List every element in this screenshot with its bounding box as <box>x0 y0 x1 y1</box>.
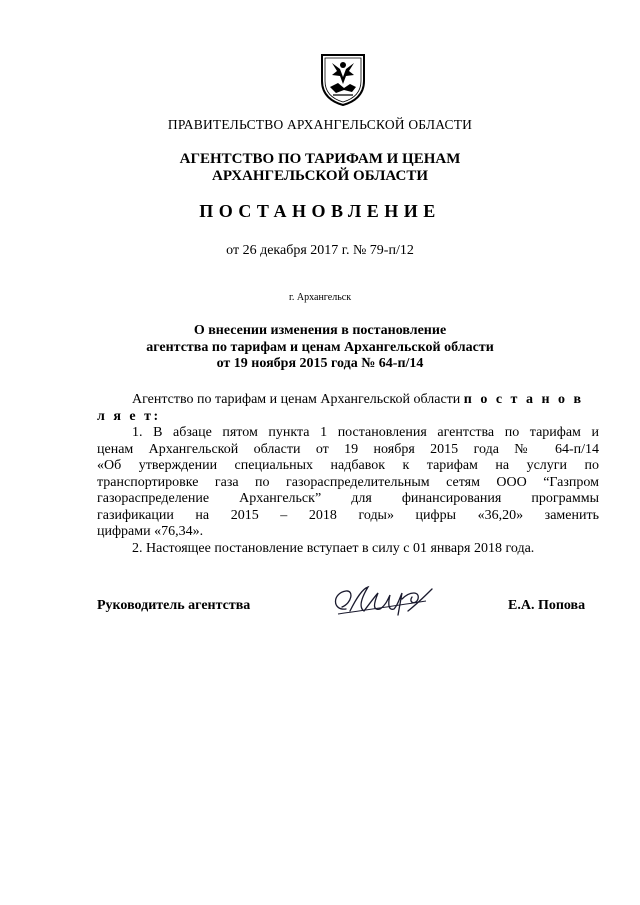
paragraph-1-line: «Об утверждении специальных надбавок к тарифам на услуги по <box>97 458 599 473</box>
agency-name-line1: АГЕНТСТВО ПО ТАРИФАМ И ЦЕНАМ <box>179 151 461 167</box>
document-date-number: от 26 декабря 2017 г. № 79-п/12 <box>226 243 414 258</box>
intro-verb: п о с т а н о в л я е т: <box>97 392 584 424</box>
handwritten-signature <box>328 581 438 623</box>
agency-name <box>0 151 640 185</box>
paragraph-1-line: газораспределение Архангельск” для финансирования программы <box>97 491 599 506</box>
document-subject <box>0 323 640 373</box>
subject-line2: агентства по тарифам и ценам Архангельской области <box>146 339 494 355</box>
signatory-position: Руководитель агентства <box>97 598 251 613</box>
subject-line3: от 19 ноября 2015 года № 64-п/14 <box>216 356 424 371</box>
paragraph-2: 2. Настоящее постановление вступает в силу с 01 января 2018 года. <box>132 540 535 556</box>
government-name: ПРАВИТЕЛЬСТВО АРХАНГЕЛЬСКОЙ ОБЛАСТИ <box>167 117 473 132</box>
paragraph-1-line: транспортировке газа по газораспределительным сетям ООО “Газпром <box>97 474 599 490</box>
agency-name-line2: АРХАНГЕЛЬСКОЙ ОБЛАСТИ <box>212 168 428 184</box>
paragraph-1 <box>97 425 599 541</box>
paragraph-1-last-line: цифрами «76,34». <box>97 524 204 539</box>
paragraph-1-line: 1. В абзаце пятом пункта 1 постановления агентства по тарифам и <box>132 425 599 440</box>
document-city: г. Архангельск <box>288 292 352 303</box>
document-type-title: ПОСТАНОВЛЕНИЕ <box>199 201 441 221</box>
paragraph-1-line: ценам Архангельской области от 19 ноября 2015 года № 64-п/14 <box>97 441 599 457</box>
signatory-name: Е.А. Попова <box>508 598 586 613</box>
document-body <box>97 392 599 557</box>
coat-of-arms-icon <box>318 51 368 107</box>
intro-paragraph <box>97 392 599 425</box>
subject-line1: О внесении изменения в постановление <box>193 323 447 338</box>
paragraph-1-line: газификации на 2015 – 2018 годы» цифры «36,20» заменить <box>97 507 599 523</box>
intro-text: Агентство по тарифам и ценам Архангельской области <box>132 392 461 407</box>
